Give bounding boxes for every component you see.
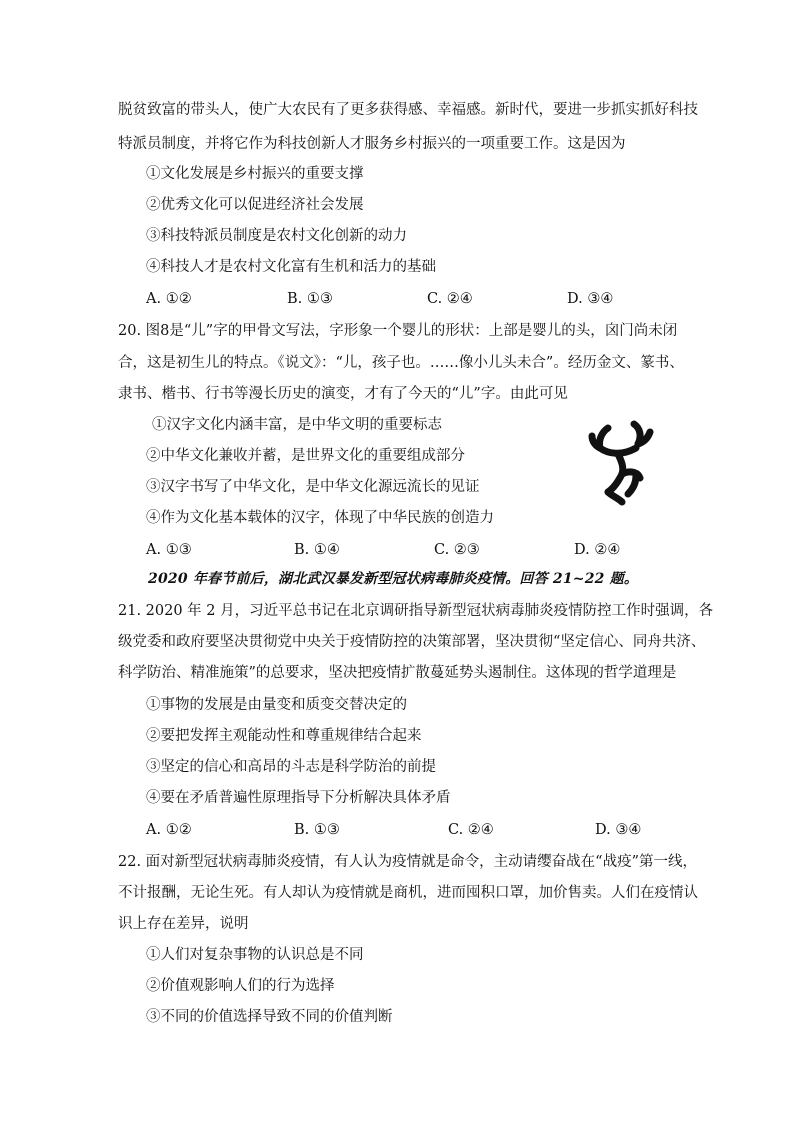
q21-stem-line-1: 21. 2020 年 2 月，习近平总书记在北京调研指导新型冠状病毒肺炎疫情防控工作时强调，各 (118, 603, 714, 619)
q22-stem-line-3: 识上存在差异，说明 (118, 916, 249, 932)
q20-choice-a: A. ①③ (146, 542, 192, 558)
q21-statement-3: ③坚定的信心和高昂的斗志是科学防治的前提 (146, 759, 436, 775)
q21-choice-a: A. ①② (146, 822, 192, 838)
q19-statement-1: ①文化发展是乡村振兴的重要支撑 (146, 166, 364, 182)
q21-statement-2: ②要把发挥主观能动性和尊重规律结合起来 (146, 728, 422, 744)
q22-statement-2: ②价值观影响人们的行为选择 (146, 978, 335, 994)
q22-stem-line-2: 不计报酬，无论生死。有人却认为疫情就是商机，进而囤积口罩，加价售卖。人们在疫情认 (118, 885, 698, 901)
q21-choice-d: D. ③④ (595, 822, 642, 838)
q19-statement-3: ③科技特派员制度是农村文化创新的动力 (146, 228, 407, 244)
q20-statement-4: ④作为文化基本载体的汉字，体现了中华民族的创造力 (146, 510, 494, 526)
q20-choice-c: C. ②③ (434, 542, 480, 558)
q21-choice-c: C. ②④ (448, 822, 494, 838)
q21-statement-4: ④要在矛盾普遍性原理指导下分析解决具体矛盾 (146, 790, 451, 806)
q20-stem-line-1: 20. 图8是“儿”字的甲骨文写法，字形象一个婴儿的形状：上部是婴儿的头，囟门尚未闭 (118, 323, 678, 339)
q20-statement-2: ②中华文化兼收并蓄，是世界文化的重要组成部分 (146, 448, 465, 464)
q19-choice-a: A. ①② (146, 291, 192, 307)
q22-stem-line-1: 22. 面对新型冠状病毒肺炎疫情，有人认为疫情就是命令，主动请缨奋战在“战疫”第一线， (118, 854, 697, 870)
q19-statement-4: ④科技人才是农村文化富有生机和活力的基础 (146, 259, 436, 275)
q20-choice-b: B. ①④ (294, 542, 340, 558)
q21-stem-line-2: 级党委和政府要坚决贯彻党中央关于疫情防控的决策部署，坚决贯彻“坚定信心、同舟共济、 (118, 634, 706, 650)
q19-choice-b: B. ①③ (287, 291, 333, 307)
oracle-bone-er-glyph-figure (578, 410, 668, 510)
q20-stem-line-3: 隶书、楷书、行书等漫长历史的演变，才有了今天的“儿”字。由此可见 (118, 386, 568, 402)
q22-statement-1: ①人们对复杂事物的认识总是不同 (146, 947, 364, 963)
q21-choice-b: B. ①③ (294, 822, 340, 838)
q22-statement-3: ③不同的价值选择导致不同的价值判断 (146, 1009, 393, 1025)
q21-statement-1: ①事物的发展是由量变和质变交替决定的 (146, 697, 407, 713)
section-intro: 2020 年春节前后，湖北武汉暴发新型冠状病毒肺炎疫情。回答 21~22 题。 (148, 571, 639, 587)
q19-stem-line-1: 脱贫致富的带头人，使广大农民有了更多获得感、幸福感。新时代，要进一步抓实抓好科技 (118, 102, 698, 118)
q19-stem-line-2: 特派员制度，并将它作为科技创新人才服务乡村振兴的一项重要工作。这是因为 (118, 136, 626, 152)
q21-stem-line-3: 科学防治、精准施策”的总要求，坚决把疫情扩散蔓延势头遏制住。这体现的哲学道理是 (118, 665, 677, 681)
q20-statement-1: ①汉字文化内涵丰富，是中华文明的重要标志 (152, 417, 442, 433)
q19-choice-d: D. ③④ (567, 291, 614, 307)
q20-stem-line-2: 合，这是初生儿的特点。《说文》：“儿，孩子也。……像小儿头未合”。经历金文、篆书、 (118, 355, 684, 371)
q19-choice-c: C. ②④ (427, 291, 473, 307)
q20-statement-3: ③汉字书写了中华文化，是中华文化源远流长的见证 (146, 479, 480, 495)
q20-choice-d: D. ②④ (574, 542, 621, 558)
q19-statement-2: ②优秀文化可以促进经济社会发展 (146, 197, 364, 213)
